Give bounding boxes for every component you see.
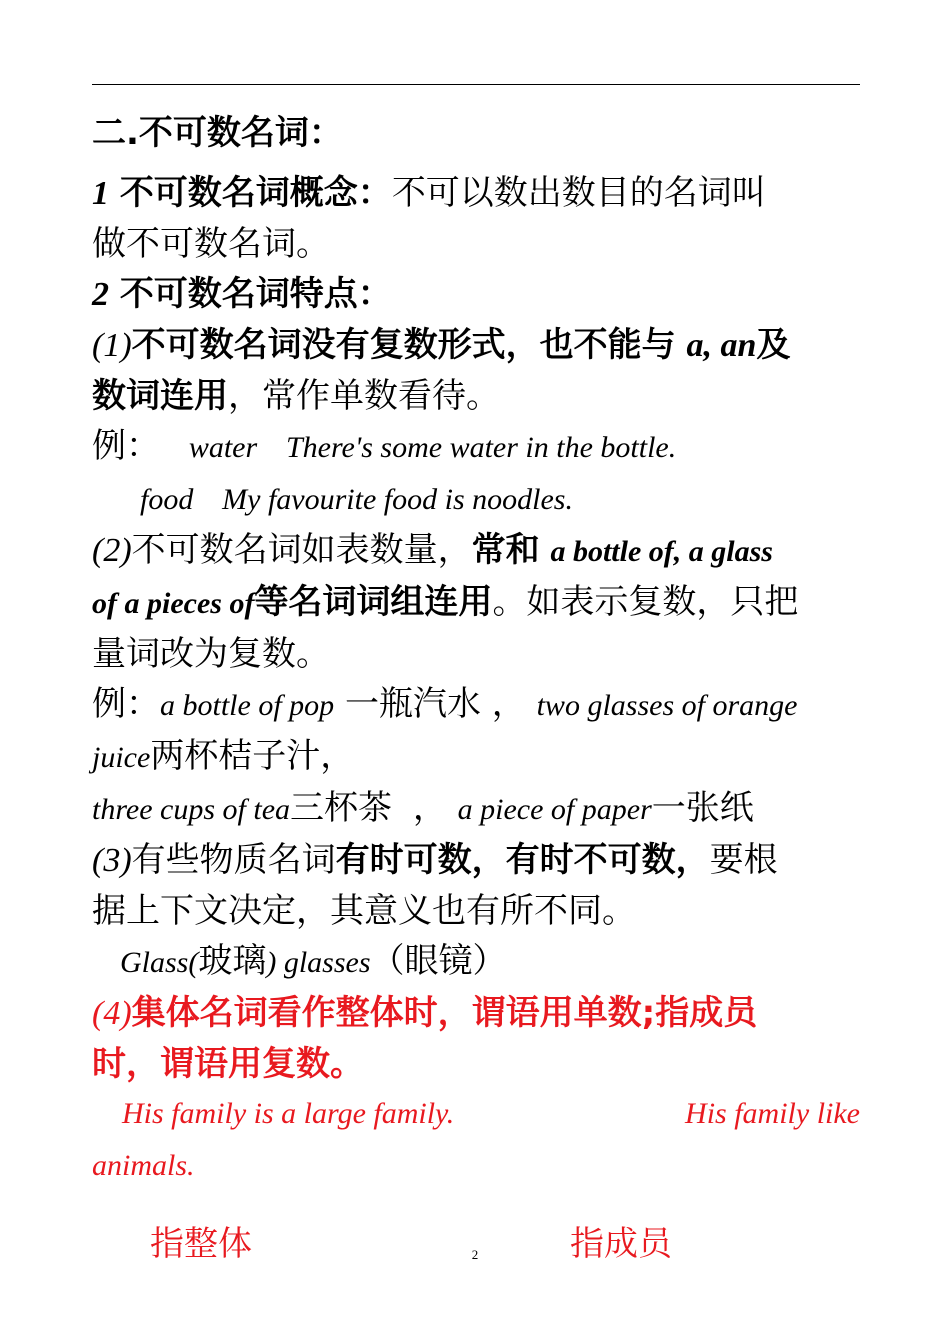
example-sentence: There's some water in the bottle. xyxy=(285,431,677,464)
example-translation: 玻璃 xyxy=(198,941,267,981)
example-translation: 三杯茶 xyxy=(290,788,393,828)
point-2-text-2: 。如表示复数，只把 xyxy=(492,582,799,622)
point-1-bold-3: 数词连用 xyxy=(92,376,228,416)
item-number: 1 xyxy=(92,175,109,212)
point-1 xyxy=(92,320,860,371)
point-1-bold: 不可数名词没有复数形式，也不能与 xyxy=(131,325,676,365)
label-members: 指成员 xyxy=(570,1224,672,1264)
example-7 xyxy=(92,1089,860,1139)
example-prefix: 例： xyxy=(92,426,160,466)
example-word: Glass( xyxy=(120,946,199,979)
example-phrase: two glasses of orange xyxy=(536,689,798,722)
example-1 xyxy=(92,421,860,473)
features-line xyxy=(92,269,860,320)
example-phrase: a bottle of pop xyxy=(160,689,335,722)
concept-text-cont: 做不可数名词。 xyxy=(92,224,330,264)
point-2 xyxy=(92,525,860,577)
example-translation: 一瓶汽水 xyxy=(344,684,481,724)
example-6 xyxy=(92,936,860,988)
point-number: (1) xyxy=(92,327,132,364)
example-prefix: 例： xyxy=(92,684,160,724)
point-number: (4) xyxy=(92,995,132,1032)
point-1-cont xyxy=(92,371,860,421)
document-body xyxy=(92,108,860,1269)
example-2 xyxy=(92,473,860,525)
features-label: 不可数名词特点： xyxy=(119,274,392,314)
concept-label: 不可数名词概念： xyxy=(119,173,392,213)
page-number: 2 xyxy=(471,1247,479,1262)
concept-line xyxy=(92,168,860,219)
example-sentence: His family like xyxy=(685,1097,860,1130)
example-translation: （眼镜） xyxy=(370,941,507,981)
point-2-bold: 常和 xyxy=(471,530,540,570)
example-translation: 一张纸 xyxy=(651,788,754,828)
phrase-list: a bottle of, a glass xyxy=(550,535,773,568)
point-1-bold-2: 及 xyxy=(756,325,791,365)
point-3-text-2: 要根 xyxy=(709,840,778,880)
separator: ， xyxy=(412,788,447,828)
point-2-bold-2: 等名词词组连用 xyxy=(254,582,493,622)
example-sentence: My favourite food is noodles. xyxy=(222,483,573,516)
article-text: a, an xyxy=(686,327,757,364)
example-phrase: a piece of paper xyxy=(457,793,652,826)
concept-text: 不可以数出数目的名词叫 xyxy=(391,173,766,213)
example-3 xyxy=(92,679,860,731)
point-2-text-3: 量词改为复数。 xyxy=(92,634,330,674)
point-4 xyxy=(92,988,860,1039)
example-phrase: three cups of tea xyxy=(92,793,291,826)
point-2-text: 不可数名词如表数量， xyxy=(131,530,472,570)
example-4 xyxy=(92,731,860,783)
example-word: ) glasses xyxy=(266,946,371,979)
point-4-text-2: 时，谓语用复数。 xyxy=(92,1044,364,1084)
example-sentence: His family is a large family. xyxy=(122,1097,455,1130)
section-heading: 二.不可数名词： xyxy=(92,113,343,153)
phrase-list-cont: of a pieces of xyxy=(92,587,255,620)
example-5 xyxy=(92,783,860,835)
point-4-text: 集体名词看作整体时，谓语用单数;指成员 xyxy=(131,993,758,1033)
point-number: (3) xyxy=(92,842,132,879)
point-3-bold: 有时可数，有时不可数， xyxy=(335,840,710,880)
example-phrase: juice xyxy=(92,741,151,774)
example-8 xyxy=(92,1139,860,1191)
point-number: (2) xyxy=(92,532,132,569)
point-3 xyxy=(92,835,860,886)
point-3-text-3: 据上下文决定，其意义也有所不同。 xyxy=(92,891,636,931)
item-number: 2 xyxy=(92,276,109,313)
point-3-text: 有些物质名词 xyxy=(131,840,336,880)
separator: ， xyxy=(491,684,526,724)
example-translation: 两杯桔子汁， xyxy=(150,736,355,776)
point-2-cont xyxy=(92,577,860,629)
example-sentence: animals. xyxy=(92,1149,195,1182)
header-rule xyxy=(92,84,860,85)
example-word: food xyxy=(140,483,194,516)
label-whole: 指整体 xyxy=(150,1224,252,1264)
example-word: water xyxy=(188,431,258,464)
point-1-rest: ，常作单数看待。 xyxy=(228,376,500,416)
